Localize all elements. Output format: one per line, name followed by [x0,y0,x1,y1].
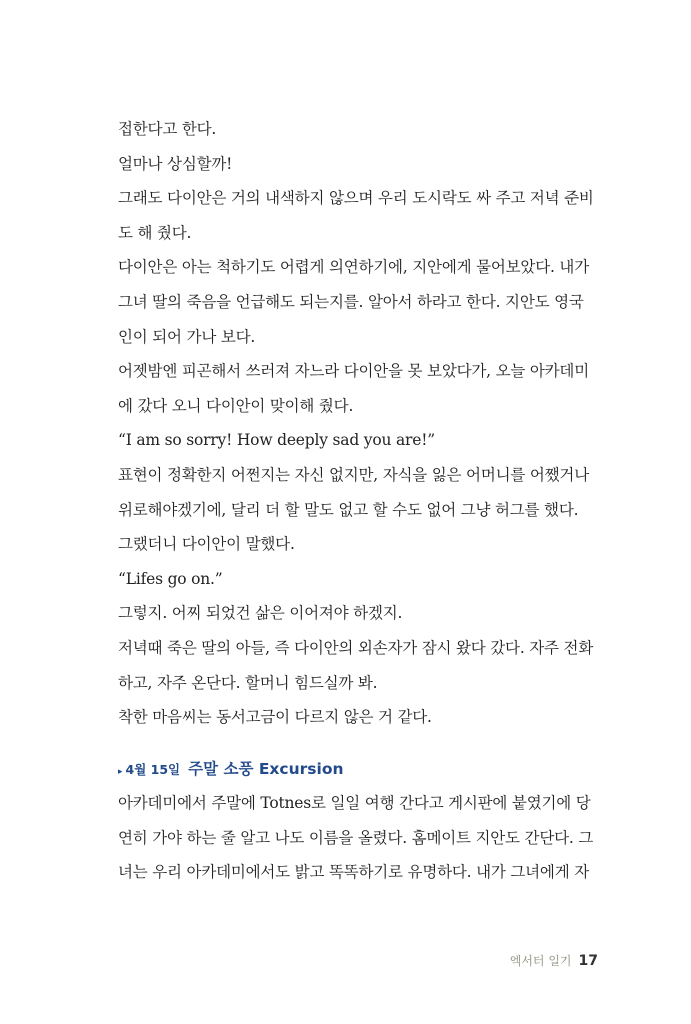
running-title: 엑서터 일기 [509,954,572,968]
page-footer [510,952,598,969]
text-line: 인이 되어 가나 보다. [118,327,256,346]
text-line: “I am so sorry! How deeply sad you are!” [118,431,435,450]
text-line: 저녁때 죽은 딸의 아들, 즉 다이안의 외손자가 잠시 왔다 갔다. 자주 전화 [118,638,594,657]
text-line: 그렇지. 어찌 되었건 삶은 이어져야 하겠지. [118,604,403,623]
text-line: 어젯밤엔 피곤해서 쓰러져 자느라 다이안을 못 보았다가, 오늘 아카데미 [118,362,589,381]
text-line: 아카데미에서 주말에 Totnes로 일일 여행 간다고 게시판에 붙였기에 당 [118,794,591,812]
text-line: 다이안은 아는 척하기도 어렵게 의연하기에, 지안에게 물어보았다. 내가 [118,258,589,277]
text-line: 도 해 줬다. [118,223,192,242]
text-line: 하고, 자주 온단다. 할머니 힘드실까 봐. [118,673,378,692]
text-line: 그녀 딸의 죽음을 언급해도 되는지를. 알아서 하라고 한다. 지안도 영국 [118,292,584,311]
text-line: 녀는 우리 아카데미에서도 밝고 똑똑하기로 유명하다. 내가 그녀에게 자 [118,863,589,882]
text-line: 착한 마음씨는 동서고금이 다르지 않은 거 같다. [118,708,432,727]
text-line: 접한다고 한다. [118,120,217,138]
triangle-marker-icon: ▸ [118,767,123,777]
text-line: 얼마나 상심할까! [118,154,233,173]
text-line: 연히 가야 하는 줄 알고 나도 이름을 올렸다. 홈메이트 지안도 간단다. 그 [118,828,594,847]
text-line: “Lifes go on.” [118,569,223,588]
text-line: 그랬더니 다이안이 말했다. [118,535,295,554]
text-line: 그래도 다이안은 거의 내색하지 않으며 우리 도시락도 싸 주고 저녁 준비 [118,189,594,208]
text-line: 에 갔다 오니 다이안이 맞이해 줬다. [118,396,354,415]
diary-entry-section [118,752,608,890]
text-line: 위로해야겠기에, 달리 더 할 말도 없고 할 수도 없어 그냥 허그를 했다. [118,500,579,519]
entry-date: 4월 15일 [125,762,181,777]
entry-title: 주말 소풍 Excursion [188,760,344,778]
entry-heading [118,752,608,786]
text-line: 표현이 정확한지 어쩐지는 자신 없지만, 자식을 잃은 어머니를 어쨌거나 [118,465,589,484]
page-number: 17 [578,953,598,969]
body-text [118,112,608,735]
